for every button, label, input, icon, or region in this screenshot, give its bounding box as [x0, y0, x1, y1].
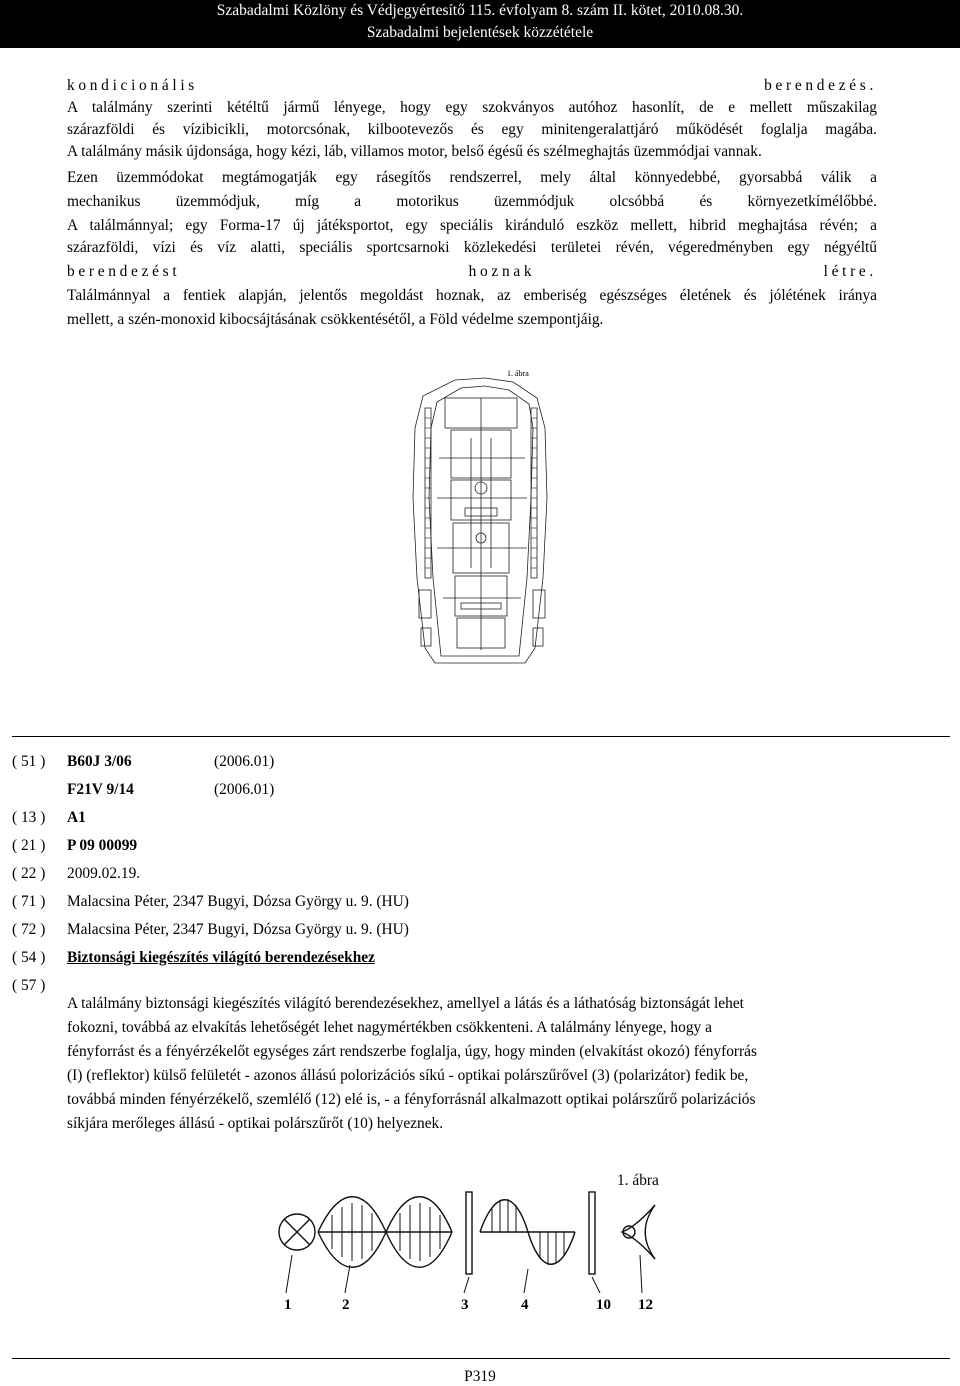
polarization-schematic-figure [270, 1165, 680, 1315]
label-wave: 2 [342, 1297, 350, 1313]
inid-54: ( 54 ) [12, 949, 46, 966]
label-analyzer: 10 [596, 1297, 611, 1313]
inid-71: ( 71 ) [12, 893, 46, 910]
inventor: Malacsina Péter, 2347 Bugyi, Dózsa György u. 9. (HU) [67, 921, 409, 938]
section-title: Szabadalmi bejelentések közzététele [366, 24, 594, 41]
inid-57: ( 57 ) [12, 977, 46, 994]
text-line: Találmánnyal a fentiek alapján, jelentős megoldást hoznak, az emberiség egészséges életének és jólétének iránya [67, 287, 877, 304]
application-number: P 09 00099 [67, 837, 138, 854]
figure1-caption: 1. ábra [507, 369, 529, 378]
journal-title: Szabadalmi Közlöny és Védjegyértesítő 115. évfolyam 8. szám II. kötet, 2010.08.30. [216, 2, 744, 19]
page-number: P319 [464, 1368, 496, 1385]
text-line: fokozni, továbbá az elvakítás lehetőségét lehet nagymértékben csökkenteni. A találmány lényege, hogy a [67, 1019, 712, 1036]
applicant: Malacsina Péter, 2347 Bugyi, Dózsa György u. 9. (HU) [67, 893, 409, 910]
inid-21: ( 21 ) [12, 837, 46, 854]
text-line: A találmány szerinti kétéltű jármű lényege, hogy egy szokványos autóhoz hasonlít, de e mellett műszakilag [67, 99, 877, 116]
text-line: A találmány másik újdonsága, hogy kézi, láb, villamos motor, belső égésű és szélmeghajtás üzemmódjai vannak. [67, 143, 762, 160]
inid-22: ( 22 ) [12, 865, 46, 882]
text-fragment: kondicionális [67, 77, 198, 94]
text-fragment: létre. [823, 263, 877, 280]
invention-title: Biztonsági kiegészítés világító berendezésekhez [67, 949, 375, 966]
text-line: A találmánnyal; egy Forma-17 új játéksportot, egy speciális kiránduló eszköz mellett, hibrid meghajtása révén; a [67, 217, 877, 234]
ipc-code-2: F21V 9/14 [67, 781, 134, 798]
text-line: A találmány biztonsági kiegészítés világító berendezésekhez, amellyel a látás és a láthatóság biztonságát lehet [67, 995, 744, 1012]
text-line: Ezen üzemmódokat megtámogatják egy rásegítős rendszerrel, mely által könnyedebbé, gyorsabbá válik a [67, 169, 877, 186]
inid-51: ( 51 ) [12, 753, 46, 770]
text-fragment: berendezés. [764, 77, 877, 94]
ipc-date-1: (2006.01) [214, 753, 275, 770]
label-polarizer: 3 [461, 1297, 469, 1313]
text-fragment: berendezést [67, 263, 181, 280]
inid-72: ( 72 ) [12, 921, 46, 938]
filing-date: 2009.02.19. [67, 865, 141, 882]
label-lamp: 1 [284, 1297, 292, 1313]
text-line: fényforrást és a fényérzékelőt egységes zárt rendszerbe foglalja, úgy, hogy minden (elvakítást okozó) fényforrás [67, 1043, 758, 1060]
footer-divider [12, 1358, 950, 1359]
page-header [0, 0, 960, 48]
label-observer: 12 [638, 1297, 653, 1313]
figure2-caption: 1. ábra [617, 1172, 659, 1189]
document-kind: A1 [67, 809, 86, 826]
text-line: síkjára merőleges állású - optikai polárszűrőt (10) helyeznek. [67, 1115, 444, 1132]
text-line: szárazföldi, vízi és víz alatti, speciális sportcsarnoki közlekedési területei révén, végeredményben egy négyéltű [67, 239, 877, 256]
inid-13: ( 13 ) [12, 809, 46, 826]
text-line: mellett, a szén-monoxid kibocsájtásának csökkentésétől, a Föld védelme szempontjáig. [67, 311, 604, 328]
section-divider [12, 736, 950, 737]
text-line: (I) (reflektor) külső felületét - azonos állású polorizációs síkú - optikai polárszűrővel (3) (polarizátor) fedik be, [67, 1067, 749, 1084]
ipc-code-1: B60J 3/06 [67, 753, 132, 770]
ipc-date-2: (2006.01) [214, 781, 275, 798]
text-line: mechanikus üzemmódjuk, míg a motorikus üzemmódjuk olcsóbbá és környezetkímélőbbé. [67, 193, 877, 210]
label-polarized-wave: 4 [521, 1297, 529, 1313]
text-fragment: hoznak [468, 263, 536, 280]
text-line: továbbá minden fényérzékelő, szemlélő (12) elé is, - a fényforrásnál alkalmazott optikai polárszűrő polarizációs [67, 1091, 756, 1108]
text-line: szárazföldi és vízibicikli, motorcsónak, kilbootevezős és egy minitengeralattjáró működését foglalja magába. [67, 121, 877, 138]
vehicle-schematic-figure [395, 358, 570, 670]
